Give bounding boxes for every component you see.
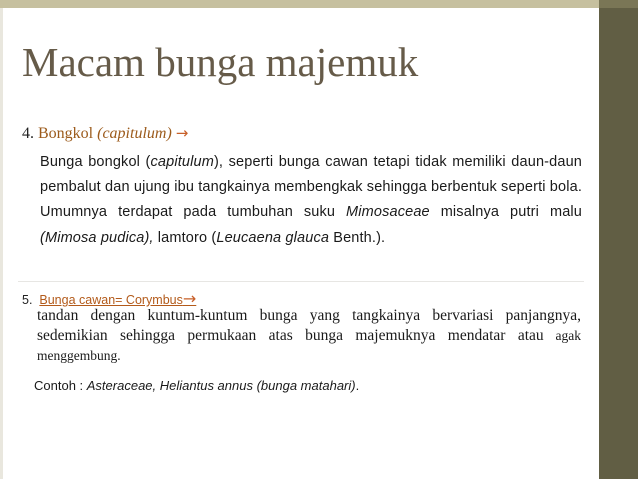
desc-text: misalnya putri malu bbox=[429, 204, 582, 221]
right-arrow-icon: → bbox=[182, 289, 197, 308]
desc-family: Mimosaceae bbox=[346, 204, 430, 221]
item4-term-text: Bongkol bbox=[38, 125, 94, 142]
item4-term bbox=[38, 125, 172, 142]
right-bar-cap bbox=[599, 0, 638, 8]
example-end: . bbox=[355, 378, 360, 393]
item5-description bbox=[37, 306, 581, 366]
right-arrow-icon: → bbox=[175, 124, 189, 142]
right-accent-bar bbox=[599, 0, 638, 479]
item5-term-link[interactable]: Bunga cawan= Corymbus bbox=[39, 293, 183, 307]
top-accent-bar bbox=[0, 0, 638, 8]
example-line bbox=[34, 378, 359, 393]
item4-heading bbox=[22, 124, 188, 143]
item4-description bbox=[40, 150, 582, 251]
item4-latin: (capitulum) bbox=[97, 125, 172, 142]
example-label: Contoh : bbox=[34, 378, 87, 393]
desc-species: (Mimosa pudica), bbox=[40, 229, 154, 246]
slide-title: Macam bunga majemuk bbox=[22, 39, 419, 85]
desc-latin: capitulum bbox=[150, 154, 214, 170]
desc-text-tail: agak menggembung. bbox=[37, 328, 582, 363]
item5-number: 5. bbox=[22, 293, 33, 307]
left-border bbox=[0, 8, 3, 479]
desc-text: ), seperti bunga cawan tetapi tidak memiliki daun-daun pembalut dan ujung ibu tangkainya membengkak sehingga berbentuk seperti bola. Umumnya terdapat pada tumbuhan suku bbox=[40, 154, 582, 221]
desc-text: Bunga bongkol ( bbox=[40, 154, 151, 170]
desc-species: Leucaena glauca bbox=[216, 229, 330, 246]
item4-number: 4. bbox=[22, 125, 34, 142]
desc-text: tandan dengan kuntum-kuntum bunga yang tangkainya bervariasi panjangnya, sedemikian sehingga permukaan atas bunga majemuknya mendatar atau bbox=[37, 307, 581, 344]
item5-box bbox=[18, 281, 584, 367]
example-text: Asteraceae, Heliantus annus (bunga matahari) bbox=[86, 378, 356, 393]
desc-text: Benth.). bbox=[329, 229, 386, 246]
desc-text: lamtoro ( bbox=[153, 229, 217, 246]
